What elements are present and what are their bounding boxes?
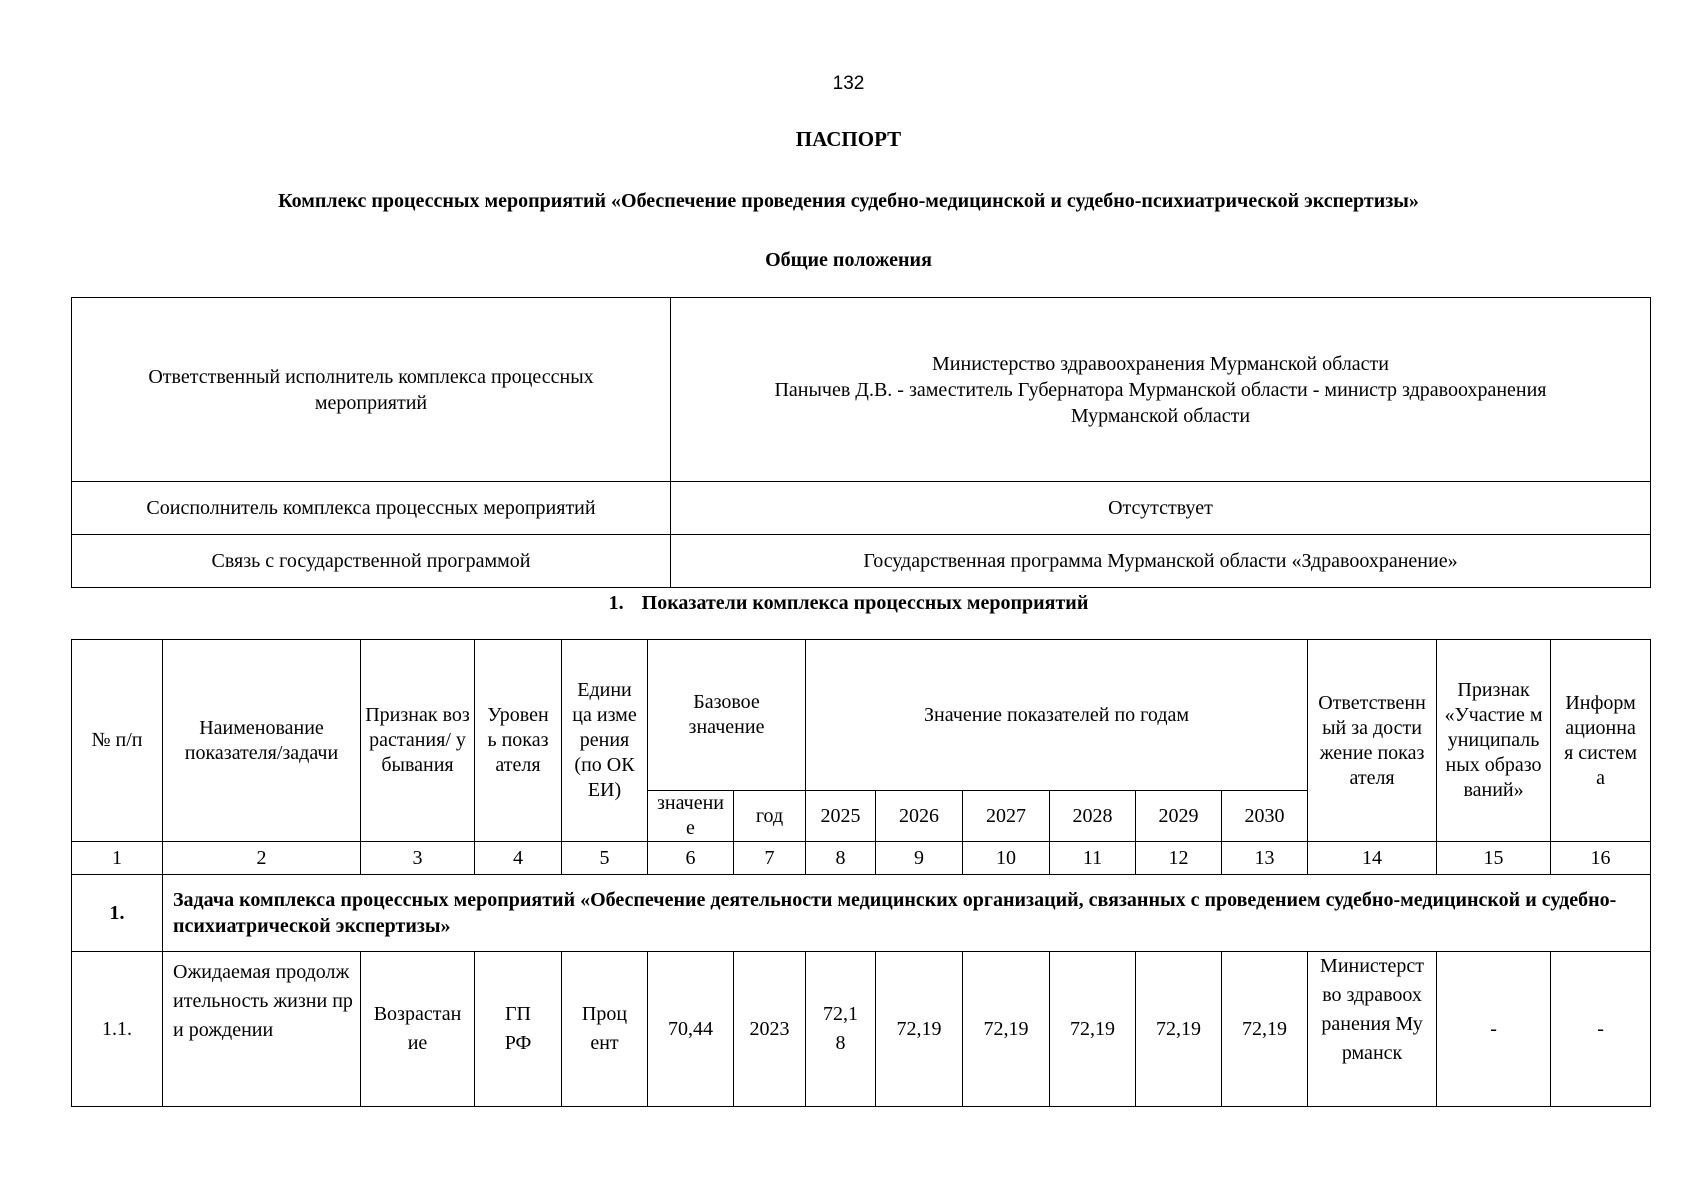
task-text: Задача комплекса процессных мероприятий «Обеспечение деятельности медицинских организаций, связанных с проведением судебно-медицинской и судебно-психиатрической экспертизы» bbox=[163, 875, 1651, 952]
info-system-value: - bbox=[1551, 952, 1651, 1107]
co-executor-value: Отсутствует bbox=[671, 482, 1651, 535]
header-unit: Единица измерения (по ОКЕИ) bbox=[562, 640, 648, 842]
responsible-executor-label: Ответственный исполнитель комплекса процессных мероприятий bbox=[72, 298, 671, 482]
column-number-row bbox=[72, 842, 1651, 875]
task-row bbox=[72, 875, 1651, 952]
column-number: 3 bbox=[361, 842, 475, 875]
header-row bbox=[72, 640, 1651, 791]
indicator-sign: Возрастание bbox=[361, 952, 475, 1107]
page-number: 132 bbox=[832, 73, 865, 94]
row-num: 1.1. bbox=[72, 952, 163, 1107]
responsible-value: Министерство здравоохранения Мурманск bbox=[1308, 952, 1437, 1107]
program-link-value: Государственная программа Мурманской области «Здравоохранение» bbox=[671, 535, 1651, 588]
header-info-system: Информационная система bbox=[1551, 640, 1651, 842]
header-sign: Признак возрастания/ убывания bbox=[361, 640, 475, 842]
column-number: 7 bbox=[734, 842, 806, 875]
document-title: ПАСПОРТ bbox=[795, 127, 902, 151]
indicators-section-title bbox=[0, 592, 1697, 615]
general-provisions-table bbox=[71, 297, 1651, 588]
table-row bbox=[72, 298, 1651, 482]
header-responsible: Ответственный за достижение показателя bbox=[1308, 640, 1437, 842]
header-municipal: Признак «Участие муниципальных образований» bbox=[1437, 640, 1551, 842]
indicator-unit: Процент bbox=[562, 952, 648, 1107]
header-year-2025: 2025 bbox=[806, 791, 876, 842]
column-number: 5 bbox=[562, 842, 648, 875]
table-row bbox=[72, 482, 1651, 535]
base-year: 2023 bbox=[734, 952, 806, 1107]
value-2025: 72,18 bbox=[806, 952, 876, 1107]
header-level: Уровень показателя bbox=[475, 640, 562, 842]
column-number: 13 bbox=[1222, 842, 1308, 875]
minister-name: Панычев Д.В. - заместитель Губернатора Мурманской области - министр здравоохранения Мурманской области bbox=[774, 378, 1547, 427]
co-executor-label: Соисполнитель комплекса процессных мероприятий bbox=[72, 482, 671, 535]
program-link-label: Связь с государственной программой bbox=[72, 535, 671, 588]
value-2026: 72,19 bbox=[876, 952, 963, 1107]
base-value: 70,44 bbox=[648, 952, 734, 1107]
section-title: Показатели комплекса процессных мероприятий bbox=[641, 592, 1089, 614]
table-row bbox=[72, 952, 1651, 1107]
header-base-year: год bbox=[734, 791, 806, 842]
header-base: Базовое значение bbox=[648, 640, 806, 791]
column-number: 15 bbox=[1437, 842, 1551, 875]
value-2027: 72,19 bbox=[963, 952, 1050, 1107]
indicator-level: ГП РФ bbox=[475, 952, 562, 1107]
header-year-2028: 2028 bbox=[1050, 791, 1136, 842]
column-number: 14 bbox=[1308, 842, 1437, 875]
column-number: 6 bbox=[648, 842, 734, 875]
header-base-value: значение bbox=[648, 791, 734, 842]
column-number: 2 bbox=[163, 842, 361, 875]
column-number: 10 bbox=[963, 842, 1050, 875]
responsible-executor-value bbox=[671, 298, 1651, 482]
header-year-2030: 2030 bbox=[1222, 791, 1308, 842]
column-number: 4 bbox=[475, 842, 562, 875]
column-number: 16 bbox=[1551, 842, 1651, 875]
section-number: 1. bbox=[608, 592, 624, 614]
column-number: 1 bbox=[72, 842, 163, 875]
column-number: 12 bbox=[1136, 842, 1222, 875]
header-name: Наименование показателя/задачи bbox=[163, 640, 361, 842]
value-2028: 72,19 bbox=[1050, 952, 1136, 1107]
value-2030: 72,19 bbox=[1222, 952, 1308, 1107]
header-num: № п/п bbox=[72, 640, 163, 842]
ministry-name: Министерство здравоохранения Мурманской области bbox=[932, 352, 1389, 375]
indicators-table bbox=[71, 639, 1651, 1107]
header-year-2029: 2029 bbox=[1136, 791, 1222, 842]
header-years-group: Значение показателей по годам bbox=[806, 640, 1308, 791]
column-number: 8 bbox=[806, 842, 876, 875]
header-year-2027: 2027 bbox=[963, 791, 1050, 842]
indicator-name: Ожидаемая продолжительность жизни при рождении bbox=[163, 952, 361, 1107]
column-number: 9 bbox=[876, 842, 963, 875]
table-row bbox=[72, 535, 1651, 588]
general-section-title: Общие положения bbox=[765, 249, 932, 271]
header-year-2026: 2026 bbox=[876, 791, 963, 842]
column-number: 11 bbox=[1050, 842, 1136, 875]
document-subtitle: Комплекс процессных мероприятий «Обеспечение проведения судебно-медицинской и судебно-психиатрической экспертизы» bbox=[278, 190, 1419, 212]
value-2029: 72,19 bbox=[1136, 952, 1222, 1107]
task-number: 1. bbox=[72, 875, 163, 952]
municipal-value: - bbox=[1437, 952, 1551, 1107]
